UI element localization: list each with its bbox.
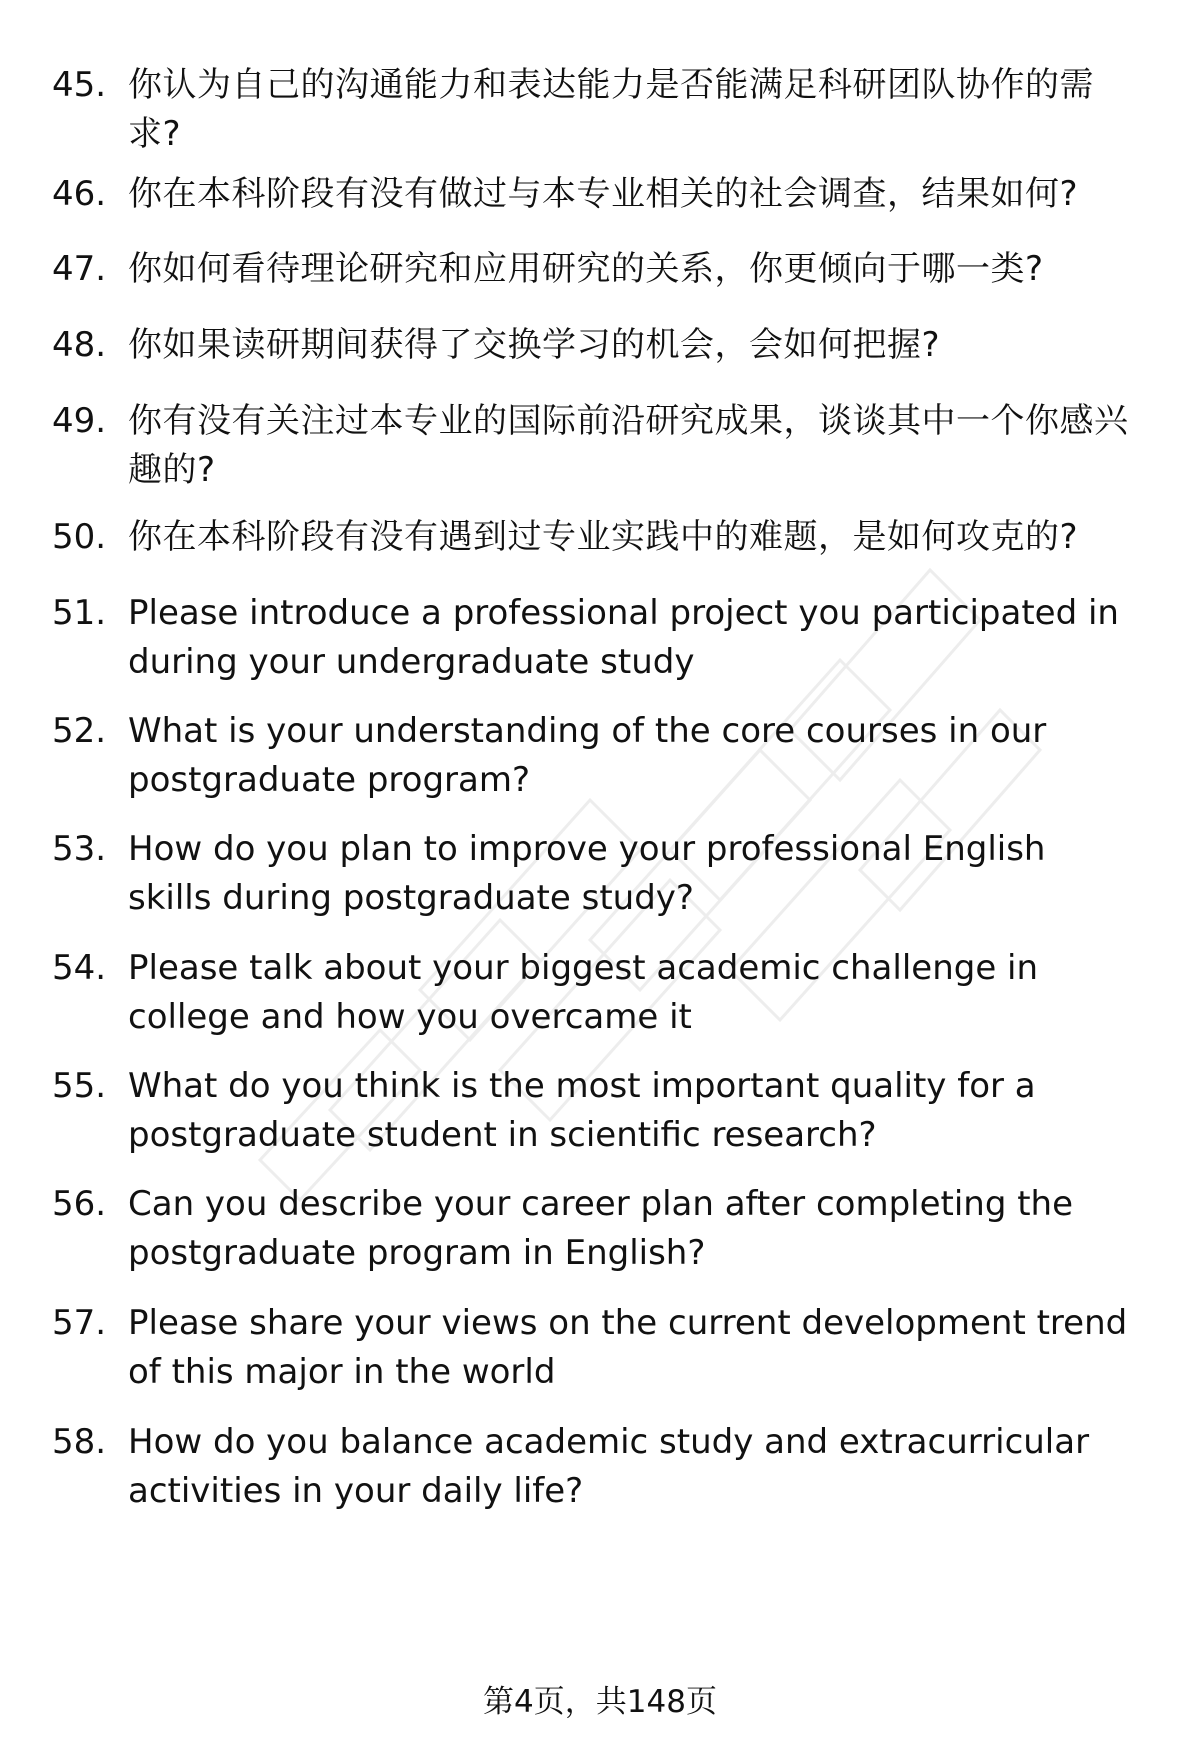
question-text: How do you plan to improve your professional English skills during postgraduate study? — [128, 829, 1046, 918]
question-text: 你如果读研期间获得了交换学习的机会，会如何把握? — [128, 325, 941, 365]
question-number: 52. — [52, 711, 107, 751]
question-number: 58. — [52, 1422, 107, 1462]
question-text: 你有没有关注过本专业的国际前沿研究成果，谈谈其中一个你感兴趣的? — [128, 401, 1129, 490]
question-text: What do you think is the most important quality for a postgraduate student in scientific research? — [128, 1066, 1036, 1155]
question-number: 50. — [52, 517, 107, 557]
question-number: 51. — [52, 593, 107, 633]
question-number: 49. — [52, 401, 107, 441]
question-number: 45. — [52, 65, 107, 105]
question-number: 47. — [52, 249, 107, 289]
question-number: 55. — [52, 1066, 107, 1106]
question-number: 54. — [52, 948, 107, 988]
question-number: 46. — [52, 174, 107, 214]
question-number: 57. — [52, 1303, 107, 1343]
question-text: What is your understanding of the core courses in our postgraduate program? — [128, 711, 1047, 800]
question-text: Can you describe your career plan after completing the postgraduate program in English? — [128, 1184, 1074, 1273]
question-text: How do you balance academic study and extracurricular activities in your daily life? — [128, 1422, 1090, 1511]
question-text: Please introduce a professional project you participated in during your undergraduate study — [128, 593, 1119, 682]
question-text: 你在本科阶段有没有遇到过专业实践中的难题，是如何攻克的? — [128, 517, 1079, 557]
question-number: 56. — [52, 1184, 107, 1224]
question-text: 你如何看待理论研究和应用研究的关系，你更倾向于哪一类? — [128, 249, 1044, 289]
question-number: 53. — [52, 829, 107, 869]
question-text: Please share your views on the current development trend of this major in the world — [128, 1303, 1128, 1392]
page-footer: 第4页，共148页 — [483, 1684, 717, 1720]
question-text: 你在本科阶段有没有做过与本专业相关的社会调查，结果如何? — [128, 174, 1079, 214]
question-text: 你认为自己的沟通能力和表达能力是否能满足科研团队协作的需求? — [128, 65, 1094, 154]
question-number: 48. — [52, 325, 107, 365]
question-text: Please talk about your biggest academic challenge in college and how you overcame it — [128, 948, 1039, 1037]
